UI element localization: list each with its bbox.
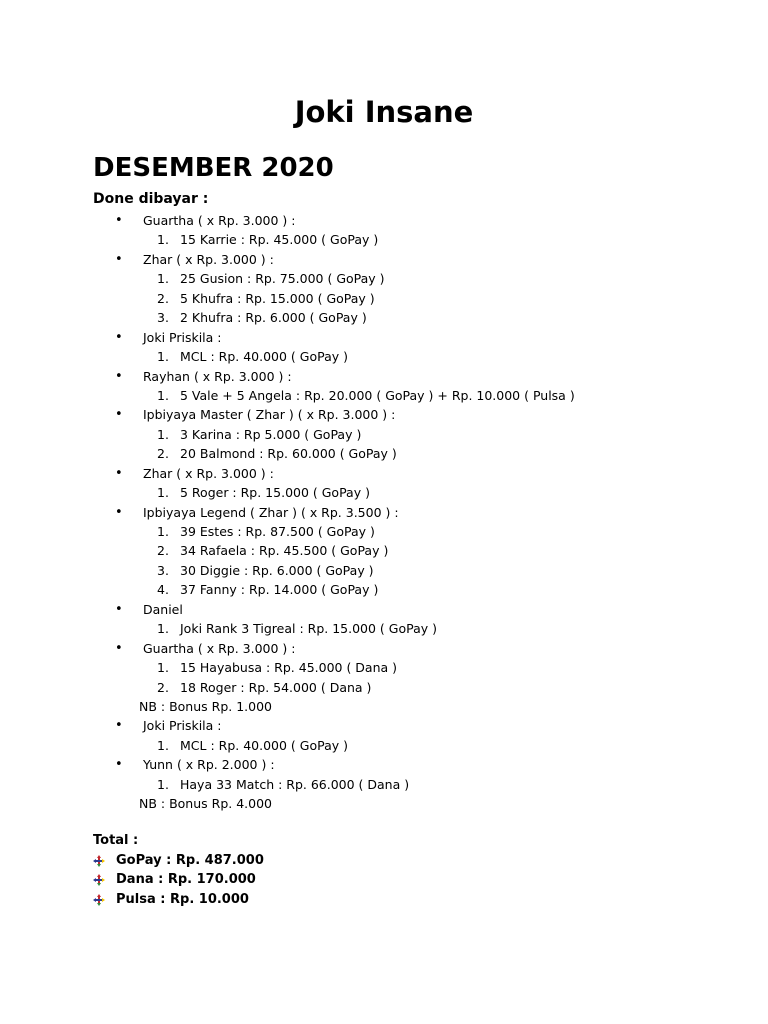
- total-line: [0, 851, 768, 870]
- item-number: 4.: [157, 582, 169, 598]
- group-label: Yunn ( x Rp. 2.000 ) :: [143, 757, 275, 773]
- list-item: [0, 269, 768, 288]
- group-line: [0, 716, 768, 735]
- totals-list: [0, 851, 768, 909]
- list-item: [0, 658, 768, 677]
- list-item: [0, 522, 768, 541]
- item-text: 39 Estes : Rp. 87.500 ( GoPay ): [180, 524, 375, 539]
- item-text: 5 Vale + 5 Angela : Rp. 20.000 ( GoPay ) + Rp. 10.000 ( Pulsa ): [180, 387, 575, 403]
- document-title: Joki Insane: [294, 95, 474, 129]
- list-item: [0, 347, 768, 366]
- four-way-arrow-bullet-icon: [93, 855, 105, 867]
- bullet-dot-icon: •: [115, 213, 123, 228]
- group-label: Guartha ( x Rp. 3.000 ) :: [143, 213, 296, 228]
- item-text: 25 Gusion : Rp. 75.000 ( GoPay ): [180, 271, 385, 287]
- item-text: MCL : Rp. 40.000 ( GoPay ): [180, 349, 348, 365]
- item-text: 20 Balmond : Rp. 60.000 ( GoPay ): [180, 446, 397, 462]
- note-line: [0, 794, 768, 813]
- group-label: Daniel: [143, 601, 183, 617]
- bullet-dot-icon: •: [115, 251, 123, 267]
- group-label: Guartha ( x Rp. 3.000 ) :: [143, 640, 296, 656]
- item-text: 15 Hayabusa : Rp. 45.000 ( Dana ): [180, 660, 398, 676]
- item-text: 34 Rafaela : Rp. 45.500 ( GoPay ): [180, 543, 389, 559]
- group-line: [0, 367, 768, 386]
- total-item: Pulsa : Rp. 10.000: [116, 891, 249, 907]
- list-item: [0, 541, 768, 560]
- total-item: Dana : Rp. 170.000: [116, 872, 256, 888]
- group-label: Rayhan ( x Rp. 3.000 ) :: [143, 368, 292, 384]
- total-item: GoPay : Rp. 487.000: [116, 853, 264, 868]
- item-number: 1.: [157, 232, 169, 248]
- item-number: 1.: [157, 387, 169, 403]
- group-label: Ipbiyaya Master ( Zhar ) ( x Rp. 3.000 ) :: [143, 407, 396, 423]
- item-text: 5 Khufra : Rp. 15.000 ( GoPay ): [180, 290, 375, 306]
- list-item: [0, 736, 768, 755]
- list-item: [0, 308, 768, 327]
- group-label: Joki Priskila :: [143, 718, 222, 734]
- group-line: [0, 250, 768, 269]
- bonus-note: NB : Bonus Rp. 1.000: [139, 698, 272, 714]
- item-text: 30 Diggie : Rp. 6.000 ( GoPay ): [180, 562, 374, 578]
- total-line: [0, 870, 768, 889]
- group-line: [0, 755, 768, 774]
- item-number: 1.: [157, 426, 169, 442]
- list-item: [0, 483, 768, 502]
- bonus-note: NB : Bonus Rp. 4.000: [139, 796, 272, 812]
- four-way-arrow-bullet-icon: [93, 894, 105, 906]
- item-number: 2.: [157, 543, 169, 559]
- item-number: 1.: [157, 776, 169, 792]
- item-text: 3 Karina : Rp 5.000 ( GoPay ): [180, 426, 362, 442]
- bullet-dot-icon: •: [115, 640, 123, 656]
- list-item: [0, 580, 768, 599]
- list-item: [0, 230, 768, 249]
- four-way-arrow-bullet-icon: [93, 874, 105, 886]
- list-item: [0, 386, 768, 405]
- item-number: 1.: [157, 485, 169, 501]
- group-line: [0, 639, 768, 658]
- bullet-dot-icon: •: [115, 718, 123, 734]
- bullet-dot-icon: •: [115, 368, 123, 384]
- item-number: 1.: [157, 349, 169, 365]
- bullet-dot-icon: •: [115, 601, 123, 617]
- payment-groups-list: [0, 211, 768, 814]
- group-label: Zhar ( x Rp. 3.000 ) :: [143, 251, 274, 267]
- item-text: Haya 33 Match : Rp. 66.000 ( Dana ): [180, 776, 410, 792]
- bullet-dot-icon: •: [115, 504, 123, 520]
- list-item: [0, 425, 768, 444]
- bullet-dot-icon: •: [115, 465, 123, 481]
- item-number: 1.: [157, 737, 169, 753]
- group-line: [0, 405, 768, 424]
- item-number: 2.: [157, 290, 169, 306]
- note-line: [0, 697, 768, 716]
- group-label: Ipbiyaya Legend ( Zhar ) ( x Rp. 3.500 ) :: [143, 504, 399, 520]
- item-text: 2 Khufra : Rp. 6.000 ( GoPay ): [180, 310, 367, 326]
- group-line: [0, 211, 768, 230]
- bullet-dot-icon: •: [115, 329, 123, 345]
- item-number: 2.: [157, 679, 169, 695]
- bullet-dot-icon: •: [115, 757, 123, 773]
- item-number: 2.: [157, 446, 169, 462]
- list-item: [0, 678, 768, 697]
- bullet-dot-icon: •: [115, 407, 123, 423]
- item-text: Joki Rank 3 Tigreal : Rp. 15.000 ( GoPay ): [180, 621, 438, 637]
- group-label: Zhar ( x Rp. 3.000 ) :: [143, 465, 274, 481]
- item-text: MCL : Rp. 40.000 ( GoPay ): [180, 737, 348, 753]
- paid-subheading: Done dibayar :: [93, 191, 209, 207]
- item-text: 5 Roger : Rp. 15.000 ( GoPay ): [180, 485, 370, 501]
- list-item: [0, 775, 768, 794]
- item-number: 1.: [157, 621, 169, 637]
- item-number: 3.: [157, 562, 169, 578]
- item-text: 37 Fanny : Rp. 14.000 ( GoPay ): [180, 582, 379, 598]
- group-line: [0, 328, 768, 347]
- group-line: [0, 464, 768, 483]
- group-line: [0, 503, 768, 522]
- item-number: 1.: [157, 271, 169, 287]
- item-number: 1.: [157, 524, 169, 539]
- total-line: [0, 890, 768, 909]
- list-item: [0, 289, 768, 308]
- month-heading: DESEMBER 2020: [93, 153, 334, 183]
- list-item: [0, 444, 768, 463]
- item-text: 18 Roger : Rp. 54.000 ( Dana ): [180, 679, 372, 695]
- total-label: Total :: [93, 833, 139, 848]
- group-line: [0, 600, 768, 619]
- group-label: Joki Priskila :: [143, 329, 222, 345]
- list-item: [0, 619, 768, 638]
- list-item: [0, 561, 768, 580]
- item-number: 1.: [157, 660, 169, 676]
- item-text: 15 Karrie : Rp. 45.000 ( GoPay ): [180, 232, 379, 248]
- item-number: 3.: [157, 310, 169, 326]
